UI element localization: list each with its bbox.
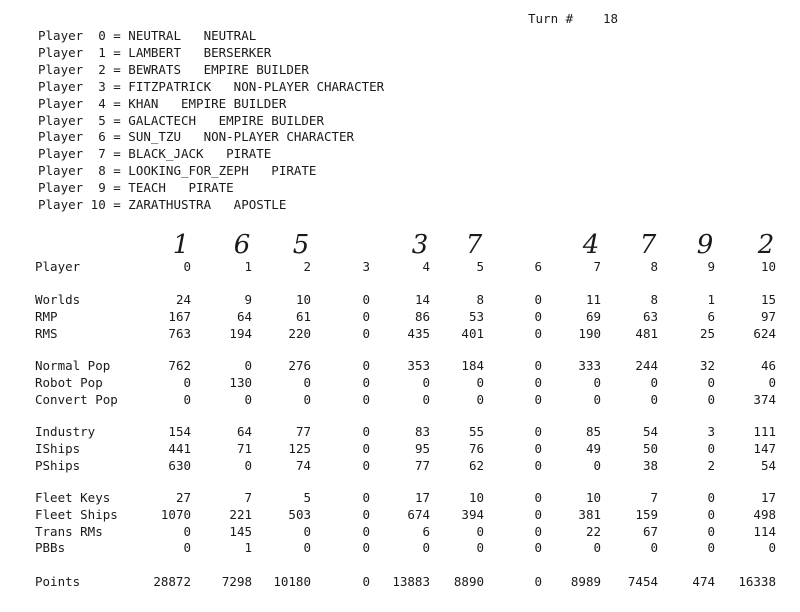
table-cell: 0 xyxy=(362,308,370,324)
player-column-header: 10 xyxy=(760,259,776,274)
table-cell: 0 xyxy=(303,374,311,390)
handwritten-rank: 1 xyxy=(172,230,190,260)
table-cell: 0 xyxy=(593,391,601,407)
player-column-header: 4 xyxy=(422,259,430,274)
row-label: Normal Pop xyxy=(35,358,111,373)
roster-line: Player 0 = NEUTRAL NEUTRAL xyxy=(38,28,257,43)
table-cell: 55 xyxy=(468,424,484,439)
player-column-header: 1 xyxy=(244,259,252,274)
row-label: Fleet Keys xyxy=(35,490,111,505)
table-cell: 8 xyxy=(476,292,484,307)
roster-line: Player 5 = GALACTECH EMPIRE BUILDER xyxy=(38,112,324,128)
table-cell: 0 xyxy=(593,540,601,556)
table-cell: 0 xyxy=(183,523,191,539)
table-cell: 401 xyxy=(461,325,484,341)
table-cell: 0 xyxy=(362,374,370,390)
table-cell: 0 xyxy=(534,490,542,505)
table-cell: 7 xyxy=(244,490,252,505)
row-label: PBBs xyxy=(35,540,66,556)
table-cell: 0 xyxy=(476,374,484,390)
table-cell: 7 xyxy=(650,490,658,505)
roster-line: Player 2 = BEWRATS EMPIRE BUILDER xyxy=(38,61,309,77)
table-cell: 276 xyxy=(288,358,311,373)
table-cell: 10 xyxy=(468,490,484,505)
table-cell: 0 xyxy=(183,540,191,556)
table-cell: 1 xyxy=(707,292,715,307)
table-cell: 0 xyxy=(534,424,542,439)
table-cell: 10180 xyxy=(273,574,311,589)
table-cell: 38 xyxy=(642,457,658,473)
table-cell: 630 xyxy=(168,457,191,473)
table-cell: 0 xyxy=(303,523,311,539)
table-cell: 190 xyxy=(578,325,601,341)
table-cell: 0 xyxy=(244,391,252,407)
handwritten-rank: 5 xyxy=(292,230,310,260)
table-cell: 374 xyxy=(753,391,776,407)
table-cell: 220 xyxy=(288,325,311,341)
table-cell: 11 xyxy=(585,292,601,307)
table-cell: 762 xyxy=(168,358,191,373)
handwritten-rank: 4 xyxy=(582,230,600,260)
row-label: Convert Pop xyxy=(35,391,118,407)
table-cell: 0 xyxy=(362,506,370,522)
table-cell: 498 xyxy=(753,506,776,522)
row-label: Trans RMs xyxy=(35,523,103,539)
handwritten-rank: 6 xyxy=(233,230,251,260)
table-cell: 0 xyxy=(534,391,542,407)
table-cell: 24 xyxy=(175,292,191,307)
table-cell: 14 xyxy=(414,292,430,307)
table-cell: 503 xyxy=(288,506,311,522)
table-cell: 0 xyxy=(707,490,715,505)
table-cell: 0 xyxy=(593,374,601,390)
row-label: PShips xyxy=(35,457,81,473)
table-cell: 221 xyxy=(229,506,252,522)
table-cell: 159 xyxy=(635,506,658,522)
player-column-header: 6 xyxy=(534,259,542,274)
table-cell: 64 xyxy=(236,424,252,439)
row-label: IShips xyxy=(35,440,81,456)
table-cell: 6 xyxy=(422,523,430,539)
table-cell: 74 xyxy=(295,457,311,473)
table-cell: 0 xyxy=(422,391,430,407)
table-cell: 0 xyxy=(534,292,542,307)
handwritten-rank: 2 xyxy=(757,230,775,260)
table-cell: 69 xyxy=(585,308,601,324)
table-cell: 674 xyxy=(407,506,430,522)
table-cell: 0 xyxy=(476,523,484,539)
handwritten-rank: 3 xyxy=(411,230,429,260)
table-cell: 244 xyxy=(635,358,658,373)
table-cell: 0 xyxy=(534,325,542,341)
table-cell: 125 xyxy=(288,440,311,456)
table-cell: 76 xyxy=(468,440,484,456)
table-cell: 0 xyxy=(707,440,715,456)
table-cell: 3 xyxy=(707,424,715,439)
table-cell: 0 xyxy=(650,374,658,390)
table-cell: 0 xyxy=(707,374,715,390)
table-cell: 147 xyxy=(753,440,776,456)
table-cell: 0 xyxy=(476,391,484,407)
table-cell: 0 xyxy=(362,325,370,341)
table-cell: 8890 xyxy=(453,574,484,589)
table-cell: 54 xyxy=(760,457,776,473)
row-label: Fleet Ships xyxy=(35,506,118,522)
table-cell: 22 xyxy=(585,523,601,539)
table-cell: 0 xyxy=(534,440,542,456)
table-cell: 0 xyxy=(768,374,776,390)
table-cell: 394 xyxy=(461,506,484,522)
table-cell: 0 xyxy=(362,391,370,407)
table-cell: 7298 xyxy=(221,574,252,589)
table-cell: 0 xyxy=(650,391,658,407)
player-column-header: 8 xyxy=(650,259,658,274)
table-cell: 49 xyxy=(585,440,601,456)
handwritten-rank: 7 xyxy=(465,230,483,260)
table-cell: 145 xyxy=(229,523,252,539)
player-column-header: 3 xyxy=(362,259,370,274)
table-cell: 77 xyxy=(295,424,311,439)
table-cell: 10 xyxy=(585,490,601,505)
table-cell: 1 xyxy=(244,540,252,556)
table-cell: 25 xyxy=(699,325,715,341)
table-cell: 441 xyxy=(168,440,191,456)
table-cell: 16338 xyxy=(738,574,776,589)
table-cell: 86 xyxy=(414,308,430,324)
table-cell: 67 xyxy=(642,523,658,539)
roster-line: Player 7 = BLACK_JACK PIRATE xyxy=(38,146,272,162)
table-cell: 53 xyxy=(468,308,484,324)
table-cell: 0 xyxy=(534,574,542,589)
table-cell: 624 xyxy=(753,325,776,341)
table-cell: 0 xyxy=(650,540,658,556)
table-cell: 0 xyxy=(593,457,601,473)
table-cell: 50 xyxy=(642,440,658,456)
table-cell: 17 xyxy=(414,490,430,505)
table-cell: 0 xyxy=(303,540,311,556)
table-cell: 71 xyxy=(236,440,252,456)
table-cell: 0 xyxy=(303,391,311,407)
row-label: Worlds xyxy=(35,292,81,307)
row-label: Robot Pop xyxy=(35,374,103,390)
row-label: Industry xyxy=(35,424,96,439)
table-cell: 13883 xyxy=(392,574,430,589)
table-cell: 0 xyxy=(422,540,430,556)
table-cell: 85 xyxy=(585,424,601,439)
row-label: RMS xyxy=(35,325,58,341)
table-cell: 167 xyxy=(168,308,191,324)
table-cell: 0 xyxy=(534,506,542,522)
table-cell: 64 xyxy=(236,308,252,324)
roster-line: Player 9 = TEACH PIRATE xyxy=(38,180,234,196)
table-cell: 83 xyxy=(414,424,430,439)
table-cell: 0 xyxy=(362,490,370,505)
table-cell: 27 xyxy=(175,490,191,505)
table-cell: 130 xyxy=(229,374,252,390)
player-column-header: 9 xyxy=(707,259,715,274)
table-cell: 763 xyxy=(168,325,191,341)
table-cell: 6 xyxy=(707,308,715,324)
player-column-header: 0 xyxy=(183,259,191,274)
player-column-header: 7 xyxy=(593,259,601,274)
table-cell: 0 xyxy=(534,523,542,539)
table-cell: 0 xyxy=(707,523,715,539)
table-cell: 97 xyxy=(760,308,776,324)
table-cell: 62 xyxy=(468,457,484,473)
handwritten-rank: 7 xyxy=(639,230,657,260)
table-cell: 63 xyxy=(642,308,658,324)
player-column-header: 5 xyxy=(476,259,484,274)
table-cell: 0 xyxy=(476,540,484,556)
roster-line: Player 1 = LAMBERT BERSERKER xyxy=(38,44,272,60)
table-cell: 32 xyxy=(699,358,715,373)
table-cell: 0 xyxy=(534,540,542,556)
table-cell: 474 xyxy=(692,574,715,589)
roster-line: Player 8 = LOOKING_FOR_ZEPH PIRATE xyxy=(38,163,317,179)
table-cell: 0 xyxy=(362,440,370,456)
table-cell: 0 xyxy=(362,424,370,439)
table-cell: 2 xyxy=(707,457,715,473)
table-cell: 7454 xyxy=(627,574,658,589)
table-cell: 435 xyxy=(407,325,430,341)
player-column-header: 2 xyxy=(303,259,311,274)
table-cell: 28872 xyxy=(153,574,191,589)
table-cell: 1070 xyxy=(160,506,191,522)
table-header-label: Player xyxy=(35,259,81,274)
table-cell: 0 xyxy=(362,292,370,307)
roster-line: Player 3 = FITZPATRICK NON-PLAYER CHARACTER xyxy=(38,78,385,94)
table-cell: 353 xyxy=(407,358,430,373)
table-cell: 9 xyxy=(244,292,252,307)
table-cell: 0 xyxy=(183,374,191,390)
table-cell: 333 xyxy=(578,358,601,373)
table-cell: 111 xyxy=(753,424,776,439)
table-cell: 481 xyxy=(635,325,658,341)
handwritten-rank: 9 xyxy=(696,230,714,260)
table-cell: 0 xyxy=(362,358,370,373)
table-cell: 10 xyxy=(295,292,311,307)
roster-line: Player 10 = ZARATHUSTRA APOSTLE xyxy=(38,197,287,212)
table-cell: 17 xyxy=(760,490,776,505)
table-cell: 95 xyxy=(414,440,430,456)
table-cell: 381 xyxy=(578,506,601,522)
roster-line: Player 6 = SUN_TZU NON-PLAYER CHARACTER xyxy=(38,129,355,145)
roster-line: Player 4 = KHAN EMPIRE BUILDER xyxy=(38,95,287,111)
table-cell: 0 xyxy=(362,574,370,589)
table-cell: 77 xyxy=(414,457,430,473)
table-cell: 114 xyxy=(753,523,776,539)
table-cell: 0 xyxy=(707,540,715,556)
table-cell: 0 xyxy=(768,540,776,556)
table-cell: 8 xyxy=(650,292,658,307)
table-cell: 194 xyxy=(229,325,252,341)
table-cell: 5 xyxy=(303,490,311,505)
table-cell: 0 xyxy=(362,457,370,473)
table-cell: 0 xyxy=(362,540,370,556)
row-label: RMP xyxy=(35,308,58,324)
table-cell: 8989 xyxy=(570,574,601,589)
table-cell: 0 xyxy=(707,506,715,522)
table-cell: 0 xyxy=(707,391,715,407)
turn-number: 18 xyxy=(603,11,619,26)
row-label: Points xyxy=(35,574,81,589)
table-cell: 0 xyxy=(534,308,542,324)
table-cell: 0 xyxy=(244,457,252,473)
table-cell: 54 xyxy=(642,424,658,439)
table-cell: 0 xyxy=(534,457,542,473)
table-cell: 0 xyxy=(422,374,430,390)
table-cell: 0 xyxy=(534,358,542,373)
table-cell: 184 xyxy=(461,358,484,373)
table-cell: 61 xyxy=(295,308,311,324)
table-cell: 154 xyxy=(168,424,191,439)
table-cell: 15 xyxy=(760,292,776,307)
table-cell: 0 xyxy=(534,374,542,390)
turn-label: Turn # xyxy=(528,11,574,26)
table-cell: 0 xyxy=(362,523,370,539)
table-cell: 46 xyxy=(760,358,776,373)
table-cell: 0 xyxy=(244,358,252,373)
table-cell: 0 xyxy=(183,391,191,407)
